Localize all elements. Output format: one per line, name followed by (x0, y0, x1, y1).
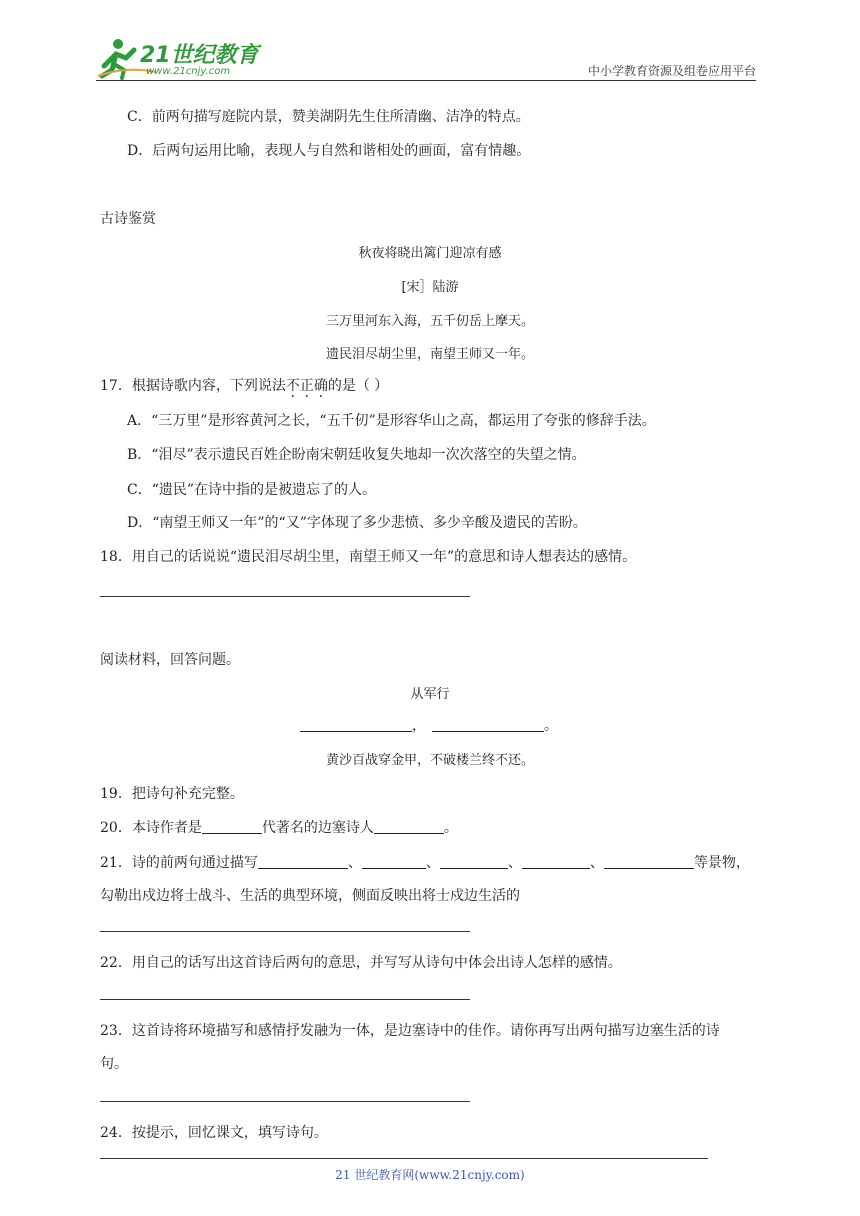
q16-option-d: D．后两句运用比喻，表现人与自然和谐相处的画面，富有情趣。 (127, 143, 531, 159)
q21-pre: 21．诗的前两句通过描写 (100, 855, 258, 871)
poem1-line2: 遗民泪尽胡尘里，南望王师又一年。 (325, 347, 534, 362)
q17-option-b: B．“泪尽”表示遗民百姓企盼南宋朝廷收复失地却一次次落空的失望之情。 (127, 447, 586, 463)
q24-stem: 24．按提示，回忆课文，填写诗句。 (100, 1125, 328, 1141)
poem2-line2: 黄沙百战穿金甲，不破楼兰终不还。 (325, 753, 534, 768)
q16-option-c: C．前两句描写庭院内景，赞美湖阴先生住所清幽、洁净的特点。 (127, 109, 530, 125)
q21-stem (100, 852, 750, 872)
q21-post: 等景物， (693, 855, 750, 871)
emphasis-char: 正 (299, 378, 314, 394)
q20-post: 。 (443, 820, 458, 836)
poem2-blank-2[interactable] (432, 717, 544, 732)
poem2-title: 从军行 (410, 687, 450, 702)
emphasis-char: 不 (285, 378, 300, 394)
q20-stem (100, 817, 458, 837)
q22-stem: 22．用自己的话写出这首诗后两句的意思，并写写从诗句中体会出诗人怎样的感情。 (100, 955, 622, 971)
q17-option-d: D．“南望王师又一年”的“又”字体现了多少悲愤、多少辛酸及遗民的苦盼。 (127, 515, 587, 531)
q22-answer-line[interactable] (100, 999, 470, 1000)
header-divider (96, 80, 756, 81)
q21-blank-5[interactable] (604, 854, 694, 869)
q21-blank-1[interactable] (258, 854, 348, 869)
poem1-line1: 三万里河东入海，五千仞岳上摩天。 (325, 314, 534, 329)
poem2-period: 。 (544, 718, 558, 734)
logo-url: www.21cnjy.com (146, 66, 231, 77)
emphasis-char: 确 (313, 378, 328, 394)
q20-blank-poet[interactable] (374, 819, 444, 834)
q21-sep: 、 (425, 855, 440, 871)
q18-answer-line[interactable] (100, 596, 470, 597)
q21-blank-4[interactable] (522, 854, 590, 869)
q21-line2: 勾勒出戍边将士战斗、生活的典型环境，侧面反映出将士戍边生活的 (100, 888, 520, 904)
poem1-title: 秋夜将晓出篱门迎凉有感 (358, 246, 502, 261)
poem2-blank-1[interactable] (300, 717, 412, 732)
q21-blank-3[interactable] (440, 854, 508, 869)
section-heading-reading: 阅读材料，回答问题。 (100, 652, 240, 668)
q21-sep: 、 (589, 855, 604, 871)
poem2-comma: ， (412, 718, 426, 734)
q23-line1: 23．这首诗将环境描写和感情抒发融为一体，是边塞诗中的佳作。请你再写出两句描写边塞生活的诗 (100, 1023, 720, 1039)
q17-stem-pre: 17．根据诗歌内容，下列说法 (100, 378, 286, 394)
q23-answer-line[interactable] (100, 1101, 470, 1102)
section-heading-poetry: 古诗鉴赏 (100, 211, 156, 227)
q17-stem-post: 的是（ ） (327, 378, 389, 394)
q19-stem: 19．把诗句补充完整。 (100, 786, 244, 802)
q17-option-a: A．“三万里”是形容黄河之长，“五千仞”是形容华山之高，都运用了夸张的修辞手法。 (127, 413, 656, 429)
q17-option-c: C．“遗民”在诗中指的是被遗忘了的人。 (127, 482, 377, 498)
footer-link[interactable]: 21 世纪教育网(www.21cnjy.com) (335, 1168, 525, 1182)
footer-divider (100, 1158, 708, 1159)
q18-stem: 18．用自己的话说说“遗民泪尽胡尘里，南望王师又一年”的意思和诗人想表达的感情。 (100, 549, 637, 565)
q23-line2: 句。 (100, 1056, 128, 1072)
q21-sep: 、 (507, 855, 522, 871)
q20-pre: 20．本诗作者是 (100, 820, 202, 836)
q20-blank-dynasty[interactable] (202, 819, 262, 834)
q17-stem (100, 375, 388, 395)
q21-blank-2[interactable] (362, 854, 426, 869)
header-platform-text: 中小学教育资源及组卷应用平台 (587, 64, 756, 78)
q21-sep: 、 (347, 855, 362, 871)
poem2-line1-blanks (300, 715, 558, 735)
q21-answer-line[interactable] (100, 931, 470, 932)
poem1-author: [宋］陆游 (401, 280, 459, 295)
site-logo (96, 36, 266, 82)
q20-mid: 代著名的边塞诗人 (261, 820, 374, 836)
logo-title: 21世纪教育 (140, 43, 259, 68)
